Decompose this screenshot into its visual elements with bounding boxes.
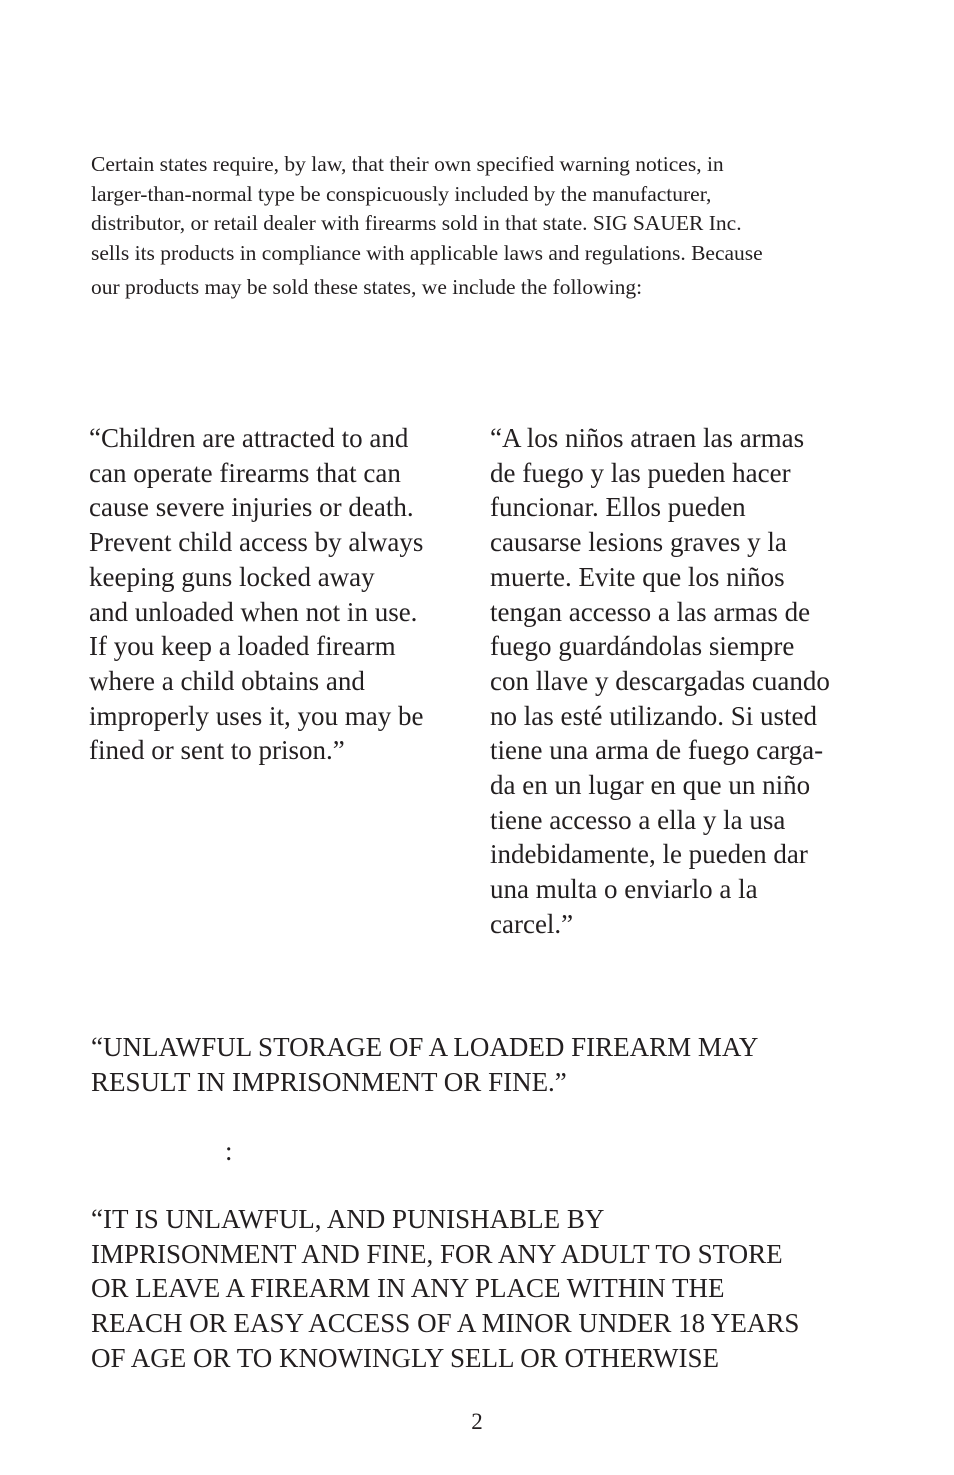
warning-english (89, 421, 469, 768)
notice-minor-line: “IT IS UNLAWFUL, AND PUNISHABLE BY (91, 1204, 605, 1234)
warning-spanish-line: tiene una arma de fuego carga- (490, 735, 824, 766)
warning-spanish-line: no las esté utilizando. Si usted (490, 700, 817, 731)
warning-spanish-line: de fuego y las pueden hacer (490, 457, 791, 488)
warning-english-line: where a child obtains and (89, 665, 365, 696)
warning-english-line: improperly uses it, you may be (89, 700, 424, 731)
warning-spanish-line: fuego guardándolas siempre (490, 631, 795, 662)
intro-line: distributor, or retail dealer with firearms sold in that state. SIG SAUER Inc. (91, 211, 742, 235)
warning-english-line: “Children are attracted to and (89, 423, 409, 453)
warning-english-line: keeping guns locked away (89, 561, 375, 592)
notice-minor-access (91, 1202, 891, 1376)
notice-minor-line: IMPRISONMENT AND FINE, FOR ANY ADULT TO STORE (91, 1238, 783, 1269)
warning-spanish-line: tiene accesso a ella y la usa (490, 804, 786, 835)
page-number: 2 (471, 1409, 483, 1434)
warning-spanish-line: da en un lugar en que un niño (490, 770, 811, 801)
intro-paragraph (91, 150, 871, 303)
warning-spanish-line: una multa o enviarlo a la (490, 874, 758, 905)
warning-english-line: and unloaded when not in use. (89, 596, 418, 627)
warning-english-line: Prevent child access by always (89, 527, 424, 558)
warning-spanish-line: tengan accesso a las armas de (490, 596, 811, 627)
warning-spanish-line: con llave y descargadas cuando (490, 665, 830, 696)
warning-english-line: fined or sent to prison.” (89, 735, 345, 766)
intro-line: Certain states require, by law, that their own specified warning notices, in (91, 152, 724, 176)
notice-minor-line: OR LEAVE A FIREARM IN ANY PLACE WITHIN THE (91, 1273, 725, 1304)
intro-line: our products may be sold these states, we include the following: (91, 275, 643, 299)
warning-spanish-line: indebidamente, le pueden dar (490, 839, 808, 870)
intro-line: sells its products in compliance with applicable laws and regulations. Because (91, 240, 763, 265)
warning-spanish-line: “A los niños atraen las armas (490, 423, 805, 453)
warning-english-line: cause severe injuries or death. (89, 492, 414, 523)
notice-minor-line: REACH OR EASY ACCESS OF A MINOR UNDER 18 YEARS (91, 1308, 800, 1339)
warning-spanish-line: carcel.” (490, 908, 574, 939)
notice-unlawful-storage (91, 1030, 891, 1099)
notice-storage-line: RESULT IN IMPRISONMENT OR FINE.” (91, 1066, 567, 1097)
intro-line: larger-than-normal type be conspicuously included by the manufacturer, (91, 181, 712, 206)
warning-english-line: can operate firearms that can (89, 457, 401, 488)
warning-spanish-line: causarse lesions graves y la (490, 527, 787, 558)
warning-spanish-line: muerte. Evite que los niños (490, 561, 785, 592)
notice-storage-line: “UNLAWFUL STORAGE OF A LOADED FIREARM MAY (91, 1032, 759, 1062)
warning-english-line: If you keep a loaded firearm (89, 631, 396, 662)
warning-spanish (490, 421, 890, 942)
notice-minor-line: OF AGE OR TO KNOWINGLY SELL OR OTHERWISE (91, 1342, 720, 1373)
colon-marker: : (225, 1136, 233, 1166)
warning-spanish-line: funcionar. Ellos pueden (490, 492, 746, 523)
